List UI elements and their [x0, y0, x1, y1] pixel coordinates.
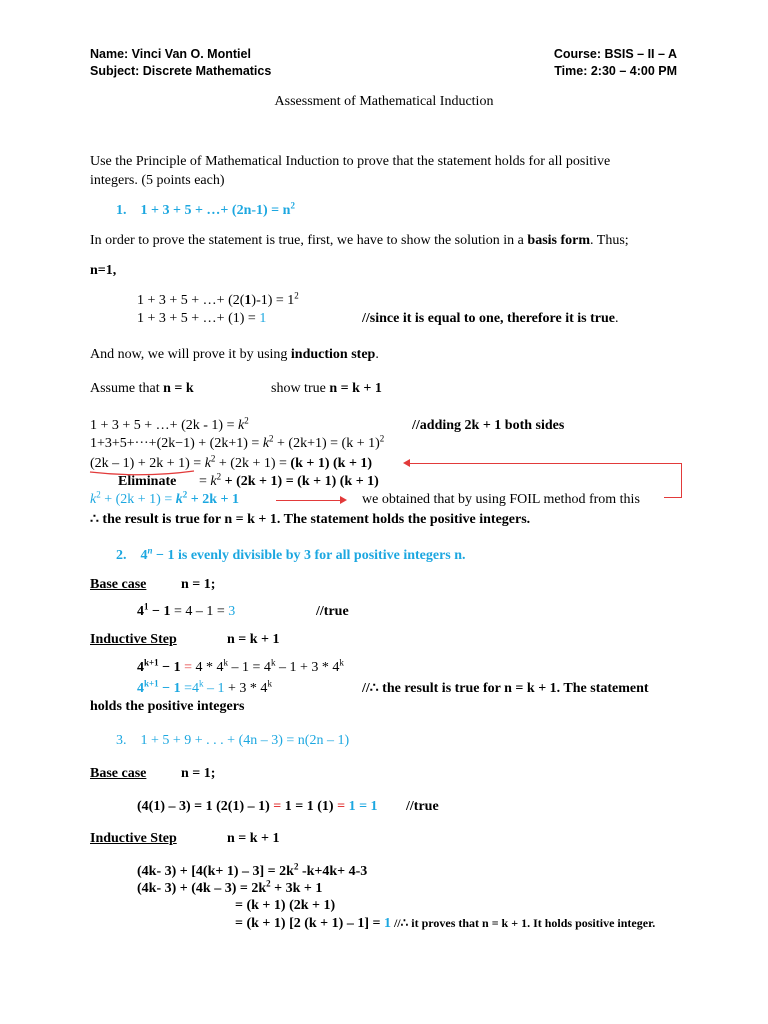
p2-base-n: n = 1;	[181, 577, 216, 592]
work-line-5	[90, 489, 239, 509]
p3b1e: 1 = 1	[345, 799, 378, 814]
p2i1-exp3: k	[270, 657, 276, 668]
p2-text: is evenly divisible by 3 for all positive integers n.	[174, 548, 466, 563]
arrow-connector-top	[409, 463, 681, 464]
p2i1f: – 1 + 3 * 4	[275, 660, 340, 675]
p3-base-case-label: Base case	[90, 766, 147, 781]
w2a: 1+3+5+···+(2k−1) + (2k+1) =	[90, 436, 263, 451]
arrow-right-icon	[340, 496, 347, 504]
p3-inductive-label: Inductive Step	[90, 831, 177, 846]
p2i1-exp2: k	[223, 657, 229, 668]
arrow-connector-bottom	[664, 497, 682, 498]
eliminate-label: Eliminate	[118, 474, 177, 489]
p3b1c: 1 = 1 (1)	[281, 799, 338, 814]
p2i1e: – 1 = 4	[228, 660, 271, 675]
work-line-2	[90, 433, 385, 453]
w1-exp: 2	[244, 415, 249, 426]
step-post: .	[375, 347, 379, 362]
problem-1-conclusion: ∴ the result is true for n = k + 1. The statement holds the positive integers.	[90, 512, 531, 527]
p2-base-line	[137, 601, 236, 621]
basis-1b: 1	[244, 293, 252, 308]
w1a: 1 + 3 + 5 + …+ (2k - 1) =	[90, 418, 238, 433]
problem-3-number: 3.	[116, 733, 127, 748]
p3-formula: 1 + 5 + 9 + . . . + (4n – 3) = n(2n – 1)	[140, 733, 350, 748]
basis-line-1	[137, 290, 299, 310]
induction-step-intro	[90, 347, 379, 364]
p3-inductive-n: n = k + 1	[227, 831, 280, 846]
p2-conclusion-line-1: //∴ the result is true for n = k + 1. The statement	[362, 681, 649, 696]
foil-note: we obtained that by using FOIL method from this	[362, 492, 640, 507]
work-note-adding: //adding 2k + 1 both sides	[412, 418, 565, 433]
problem-1-intro	[90, 233, 629, 250]
p3i4c: //∴ it proves that n = k + 1. It holds positive integer.	[390, 916, 656, 930]
w3a: (2k – 1) + 2k + 1	[90, 456, 186, 471]
p3i2c: + 3k + 1	[270, 881, 323, 896]
w2-exp2: 2	[379, 433, 385, 444]
p3-ind-line-2	[137, 878, 323, 898]
p2i1a: 4	[137, 660, 144, 675]
work-line-1	[90, 415, 249, 435]
w5a: k	[90, 492, 97, 507]
assume-pre: Assume that	[90, 381, 164, 396]
p3b1b: =	[273, 799, 282, 814]
w5b: + (2k + 1) =	[100, 492, 176, 507]
p3-ind-line-1	[137, 861, 368, 881]
p2i2b: − 1	[158, 681, 181, 696]
p3i1-exp: 2	[293, 861, 299, 872]
p3i2a: (4k- 3) + (4k – 3) =	[137, 881, 252, 896]
instructions-line-2: integers. (5 points each)	[90, 173, 225, 188]
p2b1d: 3	[228, 604, 236, 619]
problem-1-formula: 1 + 3 + 5 + …+ (2n-1) = n	[140, 203, 291, 218]
work-line-4	[199, 471, 379, 491]
w3c: k	[204, 456, 211, 471]
p2i2e: + 3 * 4	[224, 681, 268, 696]
step-pre: And now, we will prove it by using	[90, 347, 291, 362]
p2i2a: 4	[137, 681, 144, 696]
p3i1a: (4k- 3) + [4(k+ 1) – 3] = 2k	[137, 864, 294, 879]
p2i1b: − 1	[158, 660, 181, 675]
w3e: (k + 1) (k + 1)	[290, 456, 373, 471]
p2i2-exp2: k	[199, 678, 204, 689]
p2-base: 4	[140, 548, 148, 563]
time-line: Time: 2:30 – 4:00 PM	[554, 64, 677, 78]
w3b: ) =	[185, 456, 205, 471]
arrow-right-line	[276, 500, 341, 501]
p2i1d: 4 * 4	[195, 660, 224, 675]
p2-conclusion-line-2: holds the positive integers	[90, 699, 245, 714]
p3-base-n: n = 1;	[181, 766, 216, 781]
basis-note-end: .	[615, 311, 619, 326]
w4-exp: 2	[216, 471, 222, 482]
w2-exp: 2	[269, 433, 274, 444]
document-title: Assessment of Mathematical Induction	[274, 94, 494, 109]
p3i2b: 2k	[251, 881, 267, 896]
p3-base-line	[137, 799, 378, 816]
show-true-line	[271, 381, 382, 398]
w4b: =	[199, 474, 211, 489]
p2-exp: n	[147, 545, 153, 556]
assume-line	[90, 381, 194, 398]
w4c: k	[210, 474, 217, 489]
intro-post: . Thus;	[590, 233, 629, 248]
problem-1-statement	[116, 200, 295, 220]
w3-exp: 2	[210, 453, 216, 464]
basis-1a: 1 + 3 + 5 + …+ (2(	[137, 293, 245, 308]
problem-3-statement	[116, 733, 349, 750]
step-bold: induction step	[290, 347, 376, 362]
w1b: k	[237, 418, 245, 433]
problem-2-number: 2.	[116, 548, 127, 563]
p2-ind-line-1	[137, 657, 344, 677]
p3-ind-line-4	[235, 916, 655, 933]
intro-bold: basis form	[527, 233, 591, 248]
w3d: + (2k + 1) =	[215, 456, 291, 471]
problem-2-statement	[116, 545, 466, 565]
w5d: + 2k + 1	[187, 492, 239, 507]
p2i1-exp: k+1	[144, 657, 159, 668]
basis-2a: 1 + 3 + 5 + …+ (1) =	[137, 311, 260, 326]
p2b1-exp: 1	[144, 601, 149, 612]
w5c: k	[175, 492, 183, 507]
p2i2-exp: k+1	[144, 678, 159, 689]
p2-inductive-n: n = k + 1	[227, 632, 280, 647]
p2i1c: =	[180, 660, 196, 675]
course-line: Course: BSIS – II – A	[553, 47, 677, 61]
basis-note-text: //since it is equal to one, therefore it is true	[362, 311, 615, 326]
p2-ind-line-2	[137, 678, 272, 698]
p2b1c: = 4 – 1 =	[170, 604, 229, 619]
basis-1-exp: 2	[294, 290, 299, 301]
p3i4a: = (k + 1) [2 (k + 1) – 1] =	[235, 916, 384, 931]
basis-2b: 1	[259, 311, 267, 326]
w4d: + (2k + 1) = (k + 1) (k + 1)	[221, 474, 379, 489]
assume-bold: n = k	[163, 381, 194, 396]
arrow-connector-vertical	[681, 463, 682, 497]
p2i2-exp3: k	[267, 678, 272, 689]
instructions-line-1: Use the Principle of Mathematical Induction to prove that the statement holds for all positive	[90, 154, 611, 169]
show-pre: show true	[271, 381, 330, 396]
p2-base-case-label: Base case	[90, 577, 147, 592]
basis-line-2	[137, 311, 266, 328]
w2c: + (2k+1) = (k + 1)	[273, 436, 380, 451]
problem-1-number: 1.	[116, 203, 127, 218]
n-equals-1: n=1,	[90, 263, 117, 278]
student-name: Name: Vinci Van O. Montiel	[90, 47, 251, 61]
p3-ind-line-3: = (k + 1) (2k + 1)	[235, 898, 336, 913]
p3b1a: (4(1) – 3) = 1 (2(1) – 1)	[137, 799, 274, 814]
p2-base-true: //true	[316, 604, 349, 619]
p2b1a: 4	[137, 604, 144, 619]
p3i1b: -k+4k+ 4-3	[298, 864, 368, 879]
p3b1d: =	[337, 799, 346, 814]
p2i2c: =4	[180, 681, 200, 696]
basis-1c: )-1) = 1	[251, 293, 295, 308]
intro-text: In order to prove the statement is true, first, we have to show the solution in a	[90, 233, 528, 248]
p3i2-exp: 2	[266, 878, 271, 889]
w5-exp: 2	[96, 489, 101, 500]
p3i4b: 1	[383, 916, 391, 931]
subject-line: Subject: Discrete Mathematics	[90, 64, 272, 78]
show-bold: n = k + 1	[329, 381, 382, 396]
p2-minus: − 1	[152, 548, 175, 563]
w5-exp2: 2	[182, 489, 188, 500]
p2-inductive-label: Inductive Step	[90, 632, 177, 647]
p2i1-exp4: k	[339, 657, 344, 668]
p2i2d: – 1	[203, 681, 225, 696]
p2b1b: − 1	[148, 604, 171, 619]
problem-1-exponent: 2	[290, 200, 295, 211]
basis-note	[362, 311, 619, 328]
p3-base-true: //true	[406, 799, 439, 814]
w2b: k	[262, 436, 270, 451]
